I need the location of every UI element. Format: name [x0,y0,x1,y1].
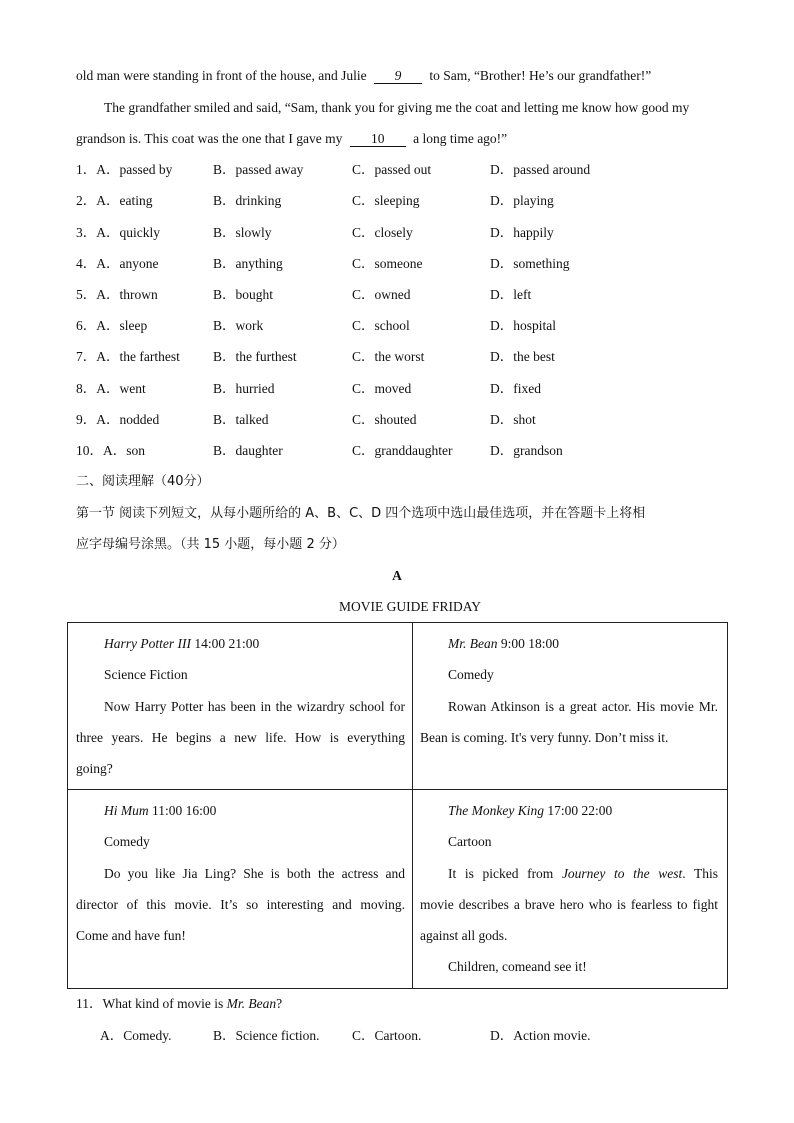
movie-desc-line: going? [76,761,113,776]
passage-line-3 [76,130,507,148]
option-b: B．passed away [213,162,304,177]
option-d: D．hospital [490,318,556,333]
movie-desc-line: director of this movie. It’s so interesting and moving. [76,897,405,912]
passage-text: to Sam, “Brother! He’s our grandfather!” [429,68,652,83]
option-c: C．passed out [352,162,432,177]
blank-9: 9 [374,69,422,84]
movie-genre: Comedy [104,834,150,849]
option-c: C．someone [352,256,423,271]
movie-title-line [104,635,259,653]
option-b: B．drinking [213,193,282,208]
question-number: 7． [76,349,97,364]
movie-title: Harry Potter III [104,636,191,651]
passage-letter: A [392,568,402,583]
section-instructions-2: 应字母编号涂黑。（共 15 小题，每小题 2 分） [76,537,345,552]
passage-text: old man were standing in front of the house, and Julie [76,68,367,83]
movie-title: Hi Mum [104,803,149,818]
movie-times: 14:00 21:00 [190,636,260,651]
option-b: B．Science fiction. [213,1028,320,1043]
movie-times: 11:00 16:00 [148,803,217,818]
movie-desc-line: Children, comeand see it! [448,959,587,974]
option-d: D．something [490,256,570,271]
question-number: 3． [76,225,97,240]
movie-genre: Science Fiction [104,667,188,682]
movie-desc-line: against all gods. [420,928,508,943]
movie-desc-line: Now Harry Potter has been in the wizardry school for [104,699,405,714]
movie-genre: Cartoon [448,834,492,849]
option-a: A．passed by [96,162,173,177]
question-number: 2． [76,193,97,208]
option-a: A．nodded [96,412,160,427]
option-a: A．anyone [96,256,159,271]
passage-text: grandson is. This coat was the one that I gave my [76,131,343,146]
question-number: 5． [76,287,97,302]
movie-cell-mr-bean [413,623,728,790]
book-title: Journey to the west [561,866,683,881]
movie-title: Mr. Bean [448,636,498,651]
option-c: C．Cartoon. [352,1028,422,1043]
option-d: D．Action movie. [490,1028,591,1043]
option-b: B．anything [213,256,283,271]
movie-title-line [448,802,612,820]
passage-text: a long time ago!” [413,131,508,146]
option-a: A．went [96,381,146,396]
question-number: 10． [76,443,103,458]
option-b: B．daughter [213,443,283,458]
option-d: D．shot [490,412,536,427]
option-c: C．the worst [352,349,425,364]
option-d: D．grandson [490,443,563,458]
movie-times: 9:00 18:00 [497,636,560,651]
option-c: C．moved [352,381,412,396]
option-d: D．left [490,287,532,302]
question-11-stem: 11．What kind of movie is Mr. Bean? [76,996,283,1011]
option-d: D．fixed [490,381,541,396]
option-b: B．hurried [213,381,275,396]
option-c: C．shouted [352,412,417,427]
option-d: D．playing [490,193,554,208]
movie-genre: Comedy [448,667,494,682]
option-a: A．thrown [96,287,158,302]
movie-cell-monkey-king [413,790,728,989]
option-d: D．the best [490,349,555,364]
movie-title-line [448,635,559,653]
option-b: B．talked [213,412,269,427]
option-b: B．bought [213,287,274,302]
section-instructions-1: 第一节 阅读下列短文，从每小题所给的 A、B、C、D 四个选项中选山最佳选项，并在答题卡上将相 [76,506,646,521]
option-b: B．slowly [213,225,272,240]
option-c: C．closely [352,225,413,240]
movie-desc-line: It is picked from Journey to the west. This [448,866,718,881]
movie-cell-harry-potter [68,623,413,790]
option-b: B．the furthest [213,349,297,364]
movie-desc-line: Rowan Atkinson is a great actor. His movie Mr. [448,699,718,714]
movie-cell-hi-mum [68,790,413,989]
blank-10: 10 [350,132,406,147]
passage-line-1 [76,67,651,85]
option-a: A．sleep [96,318,148,333]
option-a: A．quickly [96,225,160,240]
movie-title: The Monkey King [448,803,544,818]
passage-line-2: The grandfather smiled and said, “Sam, thank you for giving me the coat and letting me know how good my [104,100,690,115]
movie-desc-line: Bean is coming. It's very funny. Don’t miss it. [420,730,669,745]
movie-guide-table [67,622,728,989]
passage-title: MOVIE GUIDE FRIDAY [338,599,481,614]
option-c: C．school [352,318,410,333]
option-c: C．sleeping [352,193,420,208]
section-heading: 二、阅读理解（40分） [76,474,210,489]
movie-title-line [104,802,216,820]
question-number: 1． [76,162,97,177]
question-number: 8． [76,381,97,396]
question-number: 4． [76,256,97,271]
movie-desc-line: movie describes a brave hero who is fearless to fight [420,897,718,912]
movie-desc-line: three years. He begins a new life. How is everything [76,730,405,745]
option-a: A．Comedy. [100,1028,172,1043]
question-number: 9． [76,412,97,427]
option-d: D．happily [490,225,554,240]
movie-desc-line: Come and have fun! [76,928,186,943]
option-a: A．son [103,443,146,458]
question-number: 6． [76,318,97,333]
option-c: C．granddaughter [352,443,453,458]
option-a: A．the farthest [96,349,180,364]
option-a: A．eating [96,193,153,208]
option-b: B．work [213,318,264,333]
movie-desc-line: Do you like Jia Ling? She is both the actress and [104,866,405,881]
option-d: D．passed around [490,162,591,177]
option-c: C．owned [352,287,411,302]
movie-times: 17:00 22:00 [543,803,613,818]
